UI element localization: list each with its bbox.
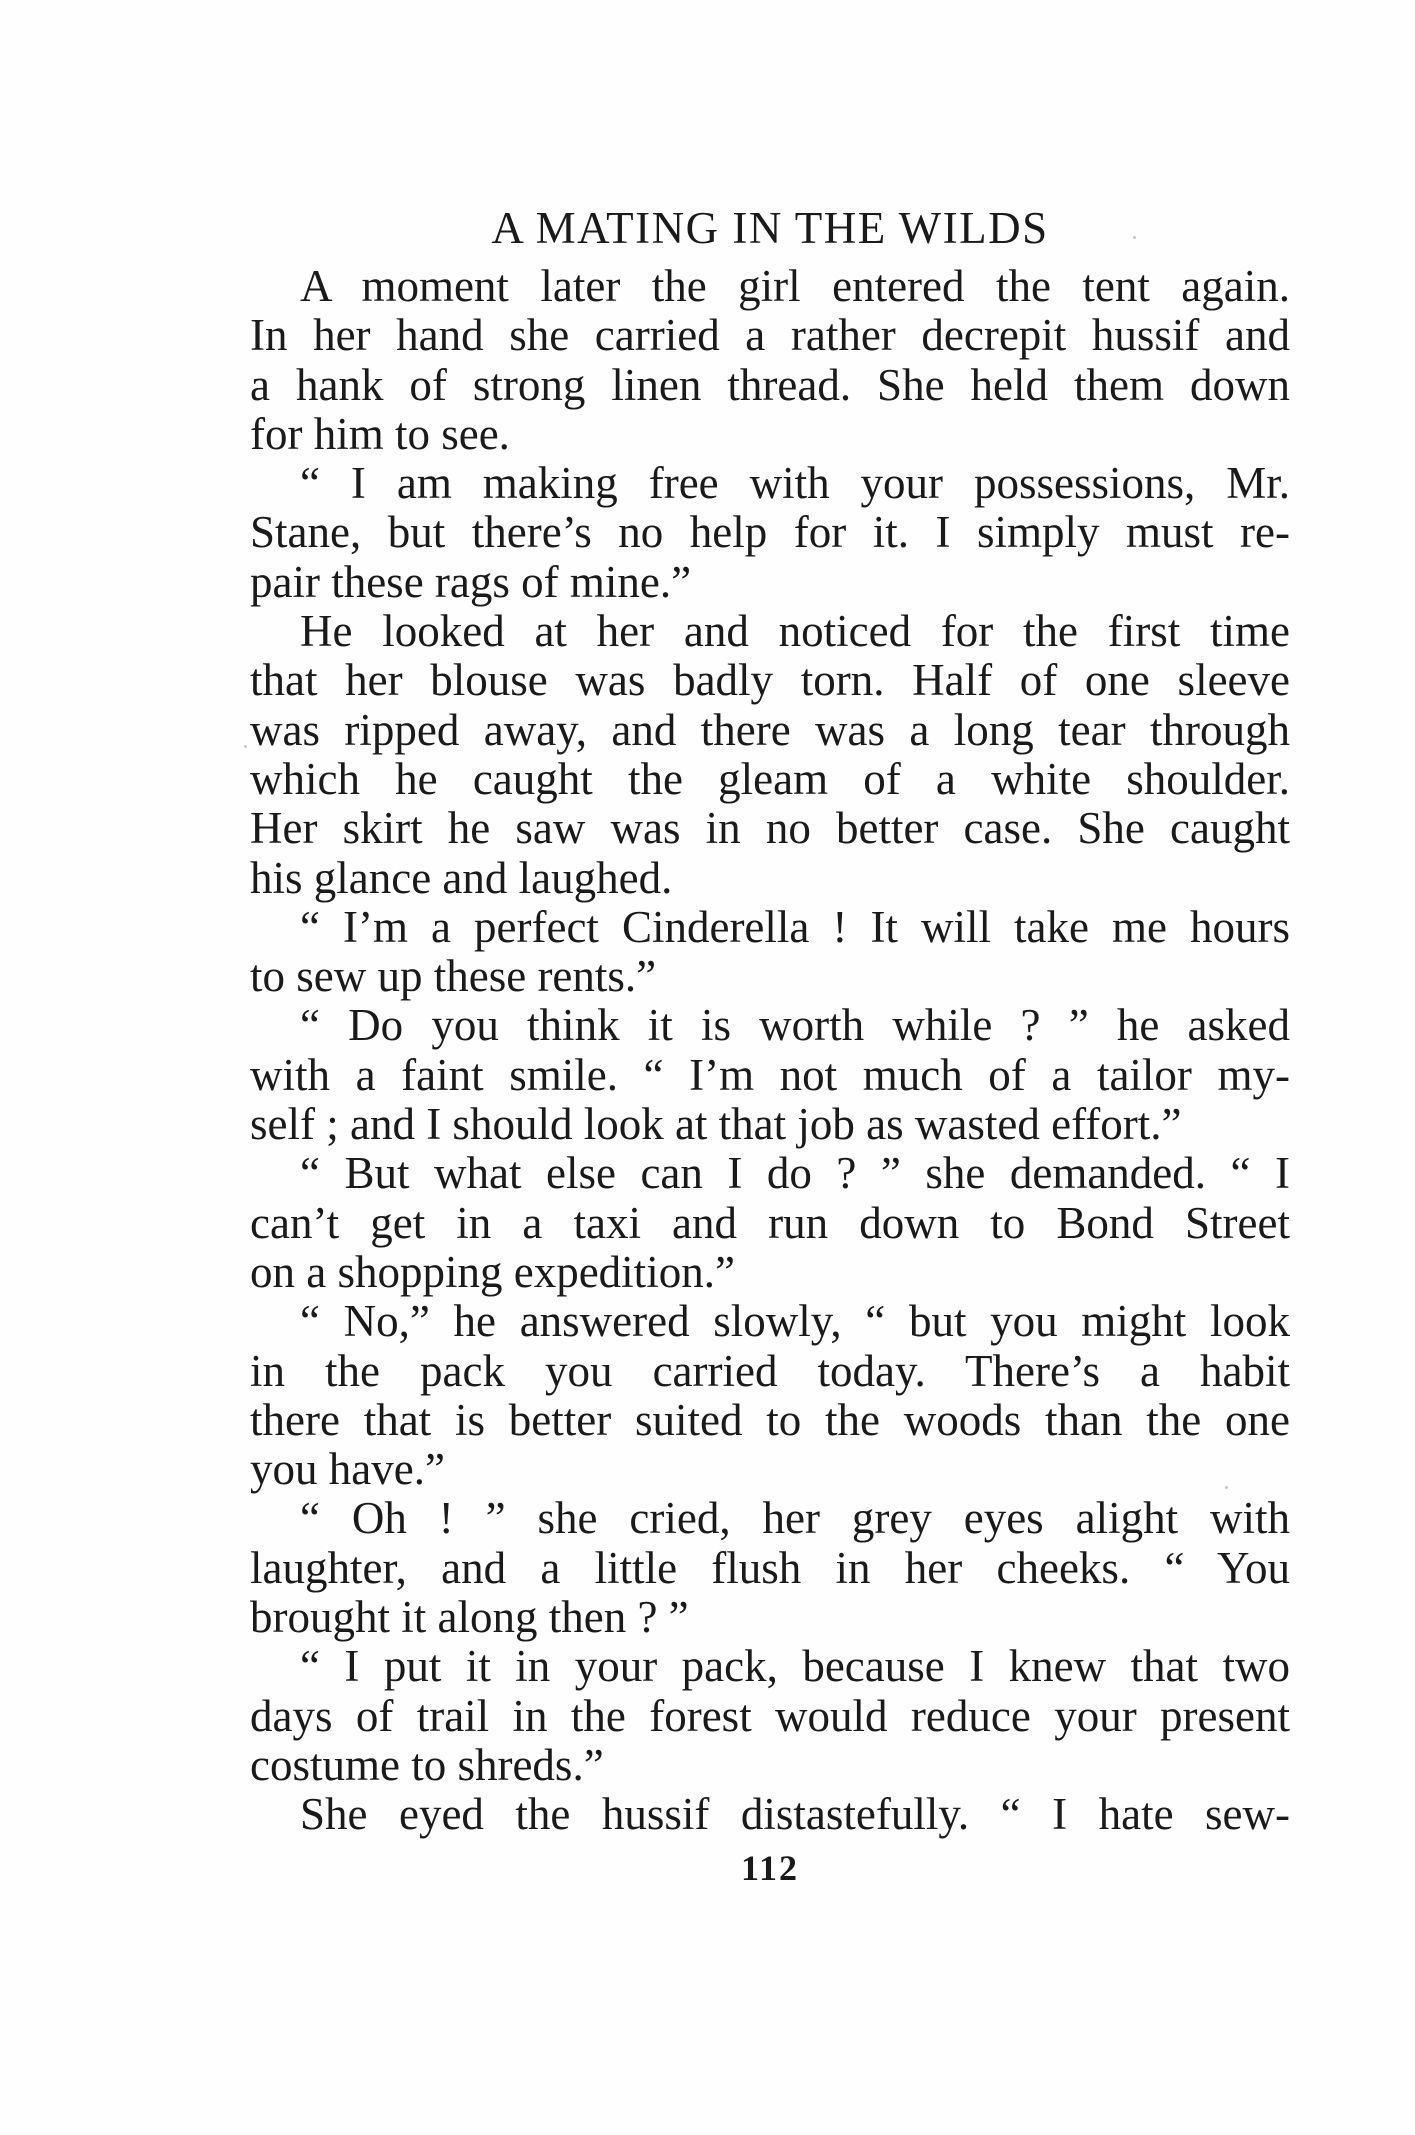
text-line: “ Oh ! ” she cried, her grey eyes alight with — [300, 1493, 1290, 1544]
paragraph — [250, 607, 1290, 903]
text-block — [250, 200, 1290, 1888]
text-line: self ; and I should look at that job as wasted effort.” — [250, 1099, 1182, 1150]
text-line: laughter, and a little flush in her cheeks. “ You — [250, 1542, 1290, 1593]
paragraph — [250, 903, 1290, 1002]
text-line: a hank of strong linen thread. She held them down — [250, 359, 1290, 410]
text-line: “ But what else can I do ? ” she demanded. “ I — [300, 1148, 1290, 1199]
paper-speck — [244, 745, 247, 748]
text-line: “ I’m a perfect Cinderella ! It will take me hours — [300, 901, 1290, 952]
paper-speck — [1133, 236, 1136, 239]
paragraph — [250, 262, 1290, 459]
text-line: on a shopping expedition.” — [250, 1246, 735, 1297]
paragraph — [250, 1790, 1290, 1839]
text-line: pair these rags of mine.” — [250, 556, 692, 607]
text-line: that her blouse was badly torn. Half of one sleeve — [250, 655, 1290, 706]
text-line: days of trail in the forest would reduce your present — [250, 1690, 1290, 1741]
text-line: his glance and laughed. — [250, 852, 673, 903]
text-line: was ripped away, and there was a long tear through — [250, 704, 1290, 755]
page-number: 112 — [740, 1847, 799, 1888]
text-line: He looked at her and noticed for the first time — [300, 606, 1290, 657]
text-line: brought it along then ? ” — [250, 1592, 689, 1643]
text-line: you have.” — [250, 1444, 445, 1495]
text-line: can’t get in a taxi and run down to Bond Street — [250, 1197, 1290, 1248]
text-line: there that is better suited to the woods than the one — [250, 1394, 1290, 1445]
text-line: in the pack you carried today. There’s a habit — [250, 1345, 1290, 1396]
paper-speck — [1225, 1486, 1228, 1489]
paragraph — [250, 1001, 1290, 1149]
text-line: “ Do you think it is worth while ? ” he asked — [300, 1000, 1290, 1051]
paragraph — [250, 1642, 1290, 1790]
text-line: A moment later the girl entered the tent again. — [300, 261, 1290, 311]
text-line: which he caught the gleam of a white shoulder. — [250, 753, 1290, 804]
text-line: with a faint smile. “ I’m not much of a tailor my- — [250, 1049, 1290, 1100]
body-text — [250, 262, 1290, 1840]
running-head: A MATING IN THE WILDS — [491, 203, 1049, 253]
text-line: for him to see. — [250, 408, 510, 459]
text-line: “ I am making free with your possessions, Mr. — [300, 458, 1290, 509]
text-line: to sew up these rents.” — [250, 951, 657, 1002]
text-line: Her skirt he saw was in no better case. She caught — [250, 803, 1290, 854]
text-line: In her hand she carried a rather decrepit hussif and — [250, 310, 1290, 361]
paragraph — [250, 1494, 1290, 1642]
paragraph — [250, 459, 1290, 607]
text-line: She eyed the hussif distastefully. “ I hate sew- — [300, 1789, 1290, 1840]
text-line: “ No,” he answered slowly, “ but you might look — [300, 1296, 1290, 1347]
text-line: “ I put it in your pack, because I knew that two — [300, 1641, 1290, 1692]
paragraph — [250, 1149, 1290, 1297]
text-line: Stane, but there’s no help for it. I simply must re- — [250, 507, 1290, 558]
text-line: costume to shreds.” — [250, 1739, 604, 1790]
paragraph — [250, 1297, 1290, 1494]
